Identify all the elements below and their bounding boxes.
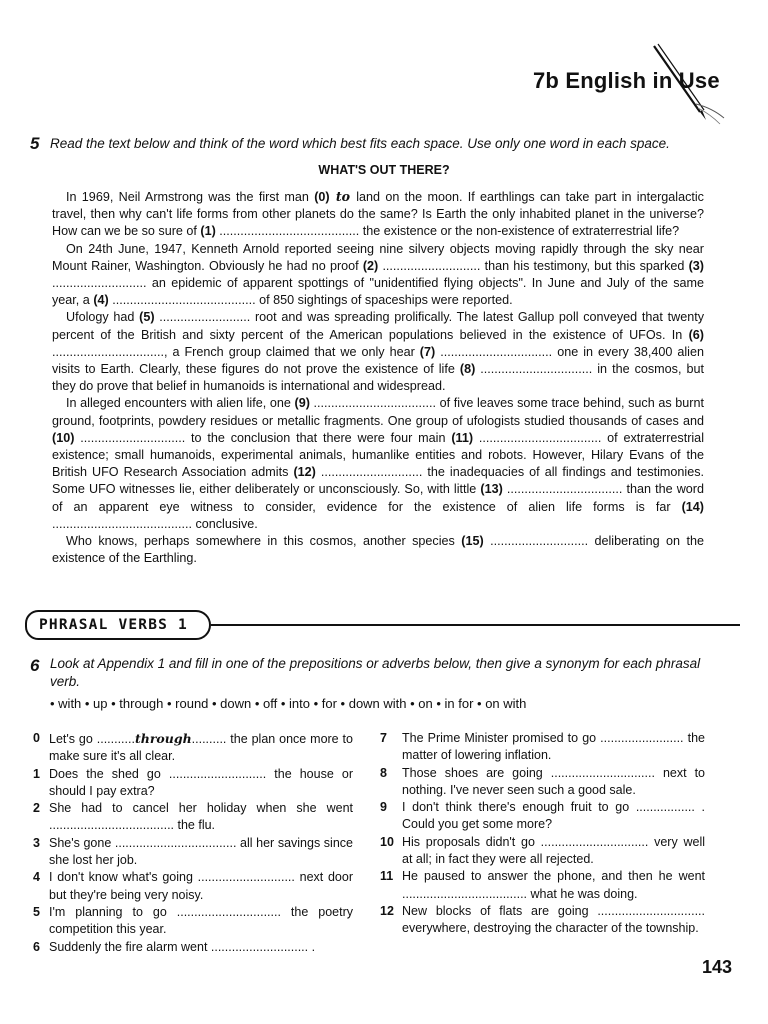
gap-number: (4) [93, 293, 109, 308]
gap-number: (11) [451, 430, 474, 445]
exercise-item [33, 904, 353, 939]
gap-number: (9) [294, 396, 310, 411]
exercise-instruction: Look at Appendix 1 and fill in one of the prepositions or adverbs below, then give a synonym for each phrasal verb. [50, 656, 701, 689]
gap-number: (12) [293, 465, 316, 480]
passage-paragraph [52, 533, 704, 567]
item-sentence: He paused to answer the phone, and then he went .................................... what he was doing. [402, 869, 705, 901]
gap-number: (1) [200, 224, 216, 239]
item-sentence: Suddenly the fire alarm went ............................ . [49, 939, 316, 954]
item-number: 2 [33, 801, 40, 816]
item-text [49, 766, 353, 801]
passage-text: ......................................... of 850 sightings of spaceships were reported. [108, 293, 513, 308]
passage-paragraph [52, 309, 704, 395]
item-number: 3 [33, 835, 40, 850]
item-text [402, 868, 705, 903]
gap-number: (7) [419, 344, 436, 359]
passage-text: land on the moon. If earthlings can take part in intergalactic travel, then why can't life forms from other planets do the same? Is Earth the only inhabited planet in the universe? How can we be so sure of [52, 190, 704, 239]
passage-text: ................................ one in every 38,400 alien visits to Earth. Clearly, these figures do not prove the existence of life [52, 344, 704, 377]
item-number: 12 [380, 903, 394, 918]
gap-number: (5) [139, 310, 155, 325]
gap-number: (8) [459, 362, 476, 377]
exercise-item [380, 868, 705, 903]
passage-text: On 24th June, 1947, Kenneth Arnold reported seeing nine silvery objects moving rapidly through the sky near Mount Rainer, Washington. Obviously he had no proof [52, 241, 704, 273]
item-number: 8 [380, 765, 387, 780]
passage-text: In alleged encounters with alien life, one [66, 396, 295, 411]
item-text [402, 730, 705, 765]
item-sentence: I don't know what's going ............................ next door but they're being very noisy. [49, 870, 353, 902]
item-text [402, 765, 705, 800]
item-sentence: I'm planning to go .............................. the poetry competition this year. [49, 904, 353, 937]
example-answer: to [329, 189, 357, 204]
exercise-item [33, 766, 353, 801]
gap-number: (15) [461, 534, 484, 549]
passage-text: .......................... root and was spreading prolifically. The latest Gallup poll conveyed that twenty percent of the British and sixty percent of the American populations believed in the existence of UFOs. In [52, 310, 704, 342]
item-sentence: She had to cancel her holiday when she went .................................... the flu. [49, 801, 353, 833]
item-text [49, 904, 353, 939]
exercise-item [33, 800, 353, 835]
item-number: 9 [380, 800, 387, 815]
item-sentence: The Prime Minister promised to go ........................ the matter of lowering inflation. [402, 731, 705, 763]
exercise-item [380, 730, 705, 765]
passage-text: ................................... of extraterrestrial existence; small humanoids, experimental animals, humanlike entities and robots. However, Hilary Evans of the British UFO Research Association admits [52, 430, 704, 480]
item-number: 10 [380, 834, 394, 849]
page-number: 143 [702, 957, 733, 977]
exercise-item [380, 903, 705, 938]
item-sentence: Those shoes are going .............................. next to nothing. I've never seen such a good sale. [402, 765, 705, 797]
item-text [49, 730, 353, 766]
exercise-item [380, 765, 705, 800]
item-text [49, 939, 353, 956]
item-sentence: Does the shed go ............................ the house or should I pay extra? [49, 766, 353, 798]
section-divider [211, 624, 740, 626]
exercise-item [380, 834, 705, 869]
exercise-instruction: Read the text below and think of the word which best fits each space. Use only one word in each space. [50, 136, 670, 151]
passage-text: ............................ deliberating on the existence of the Earthling. [52, 534, 704, 566]
passage-text: ........................... an epidemic of apparent spottings of "unidentified flying objects". In June and July of the same year, a [52, 276, 704, 308]
passage-text: ............................. the inadequacies of all findings and testimonies. Some UFO witnesses lie, either deliberately or unconsciously. So, with little [52, 465, 705, 497]
passage-text: ................................, a French group claimed that we only hear [52, 344, 420, 359]
exercise-number: 5 [30, 134, 40, 153]
exercise-item [33, 939, 353, 956]
item-text [49, 869, 353, 904]
item-number: 4 [33, 870, 40, 885]
passage-text: ........................................ conclusive. [52, 516, 258, 531]
item-sentence: She's gone ................................... all her savings since she lost her job. [49, 835, 353, 868]
item-text [402, 903, 705, 938]
exercise-item [33, 730, 353, 766]
item-text [402, 799, 705, 834]
pen-icon [640, 40, 730, 130]
exercise-item [33, 835, 353, 870]
item-text [49, 800, 353, 835]
exercise-item [380, 799, 705, 834]
item-number: 5 [33, 904, 40, 919]
gap-number: (3) [688, 258, 704, 273]
word-bank: • with • up • through • round • down • off • into • for • down with • on • in for • on with [50, 696, 527, 711]
passage-text: In 1969, Neil Armstrong was the first man [66, 190, 315, 204]
item-number: 7 [380, 731, 387, 745]
passage-text: ........................................ the existence or the non-existence of extraterrestrial life? [215, 224, 680, 239]
unit-title: 7b English in Use [533, 68, 720, 93]
gap-number: (2) [362, 258, 379, 273]
passage-text: ................................... of five leaves some trace behind, such as burnt ground, footprints, powdery residues or metallic fragments. One group of ufologists studied thousands of cases and [52, 396, 704, 428]
item-sentence: .......... the plan once more to make sure it's all clear. [49, 732, 353, 764]
gap-number: (14) [681, 499, 704, 514]
item-number: 11 [380, 869, 394, 884]
section-banner-label: PHRASAL VERBS 1 [39, 617, 188, 633]
exercise-number: 6 [30, 656, 40, 675]
passage-text: Ufology had [66, 310, 140, 325]
item-list-left [33, 730, 353, 956]
item-sentence: New blocks of flats are going ............................... everywhere, destroying the character of the township. [402, 903, 705, 936]
gap-number: (6) [688, 327, 704, 342]
item-list-right [380, 730, 705, 938]
item-text [402, 834, 705, 869]
item-number: 6 [33, 939, 40, 954]
passage-text: ................................ in the cosmos, but they do prove that belief in humanoids is international and widespread. [52, 362, 704, 394]
reading-passage [52, 188, 704, 567]
gap-number: (0) [314, 190, 330, 204]
passage-text: .............................. to the conclusion that there were four main [74, 430, 452, 445]
passage-paragraph [52, 395, 704, 533]
passage-text: Who knows, perhaps somewhere in this cosmos, another species [66, 534, 462, 549]
passage-title: WHAT'S OUT THERE? [318, 163, 450, 177]
passage-text: ............................ than his testimony, but this sparked [378, 258, 689, 273]
exercise-item [33, 869, 353, 904]
gap-number: (10) [52, 430, 75, 445]
passage-text: ................................. than the word of an apparent eye witness to consider, evidence for the existence of alien life forms is far [52, 482, 704, 514]
item-number: 1 [33, 766, 40, 781]
section-banner [25, 610, 211, 640]
gap-number: (13) [480, 482, 503, 497]
item-text [49, 835, 353, 870]
item-sentence: His proposals didn't go ............................... very well at all; in fact they were all rejected. [402, 834, 705, 867]
passage-paragraph [52, 241, 704, 310]
item-number: 0 [33, 731, 40, 745]
example-answer: through [134, 731, 192, 746]
item-sentence: I don't think there's enough fruit to go ................. . Could you get some more? [402, 800, 705, 832]
passage-paragraph [52, 188, 704, 241]
item-sentence: Let's go ........... [49, 732, 135, 746]
